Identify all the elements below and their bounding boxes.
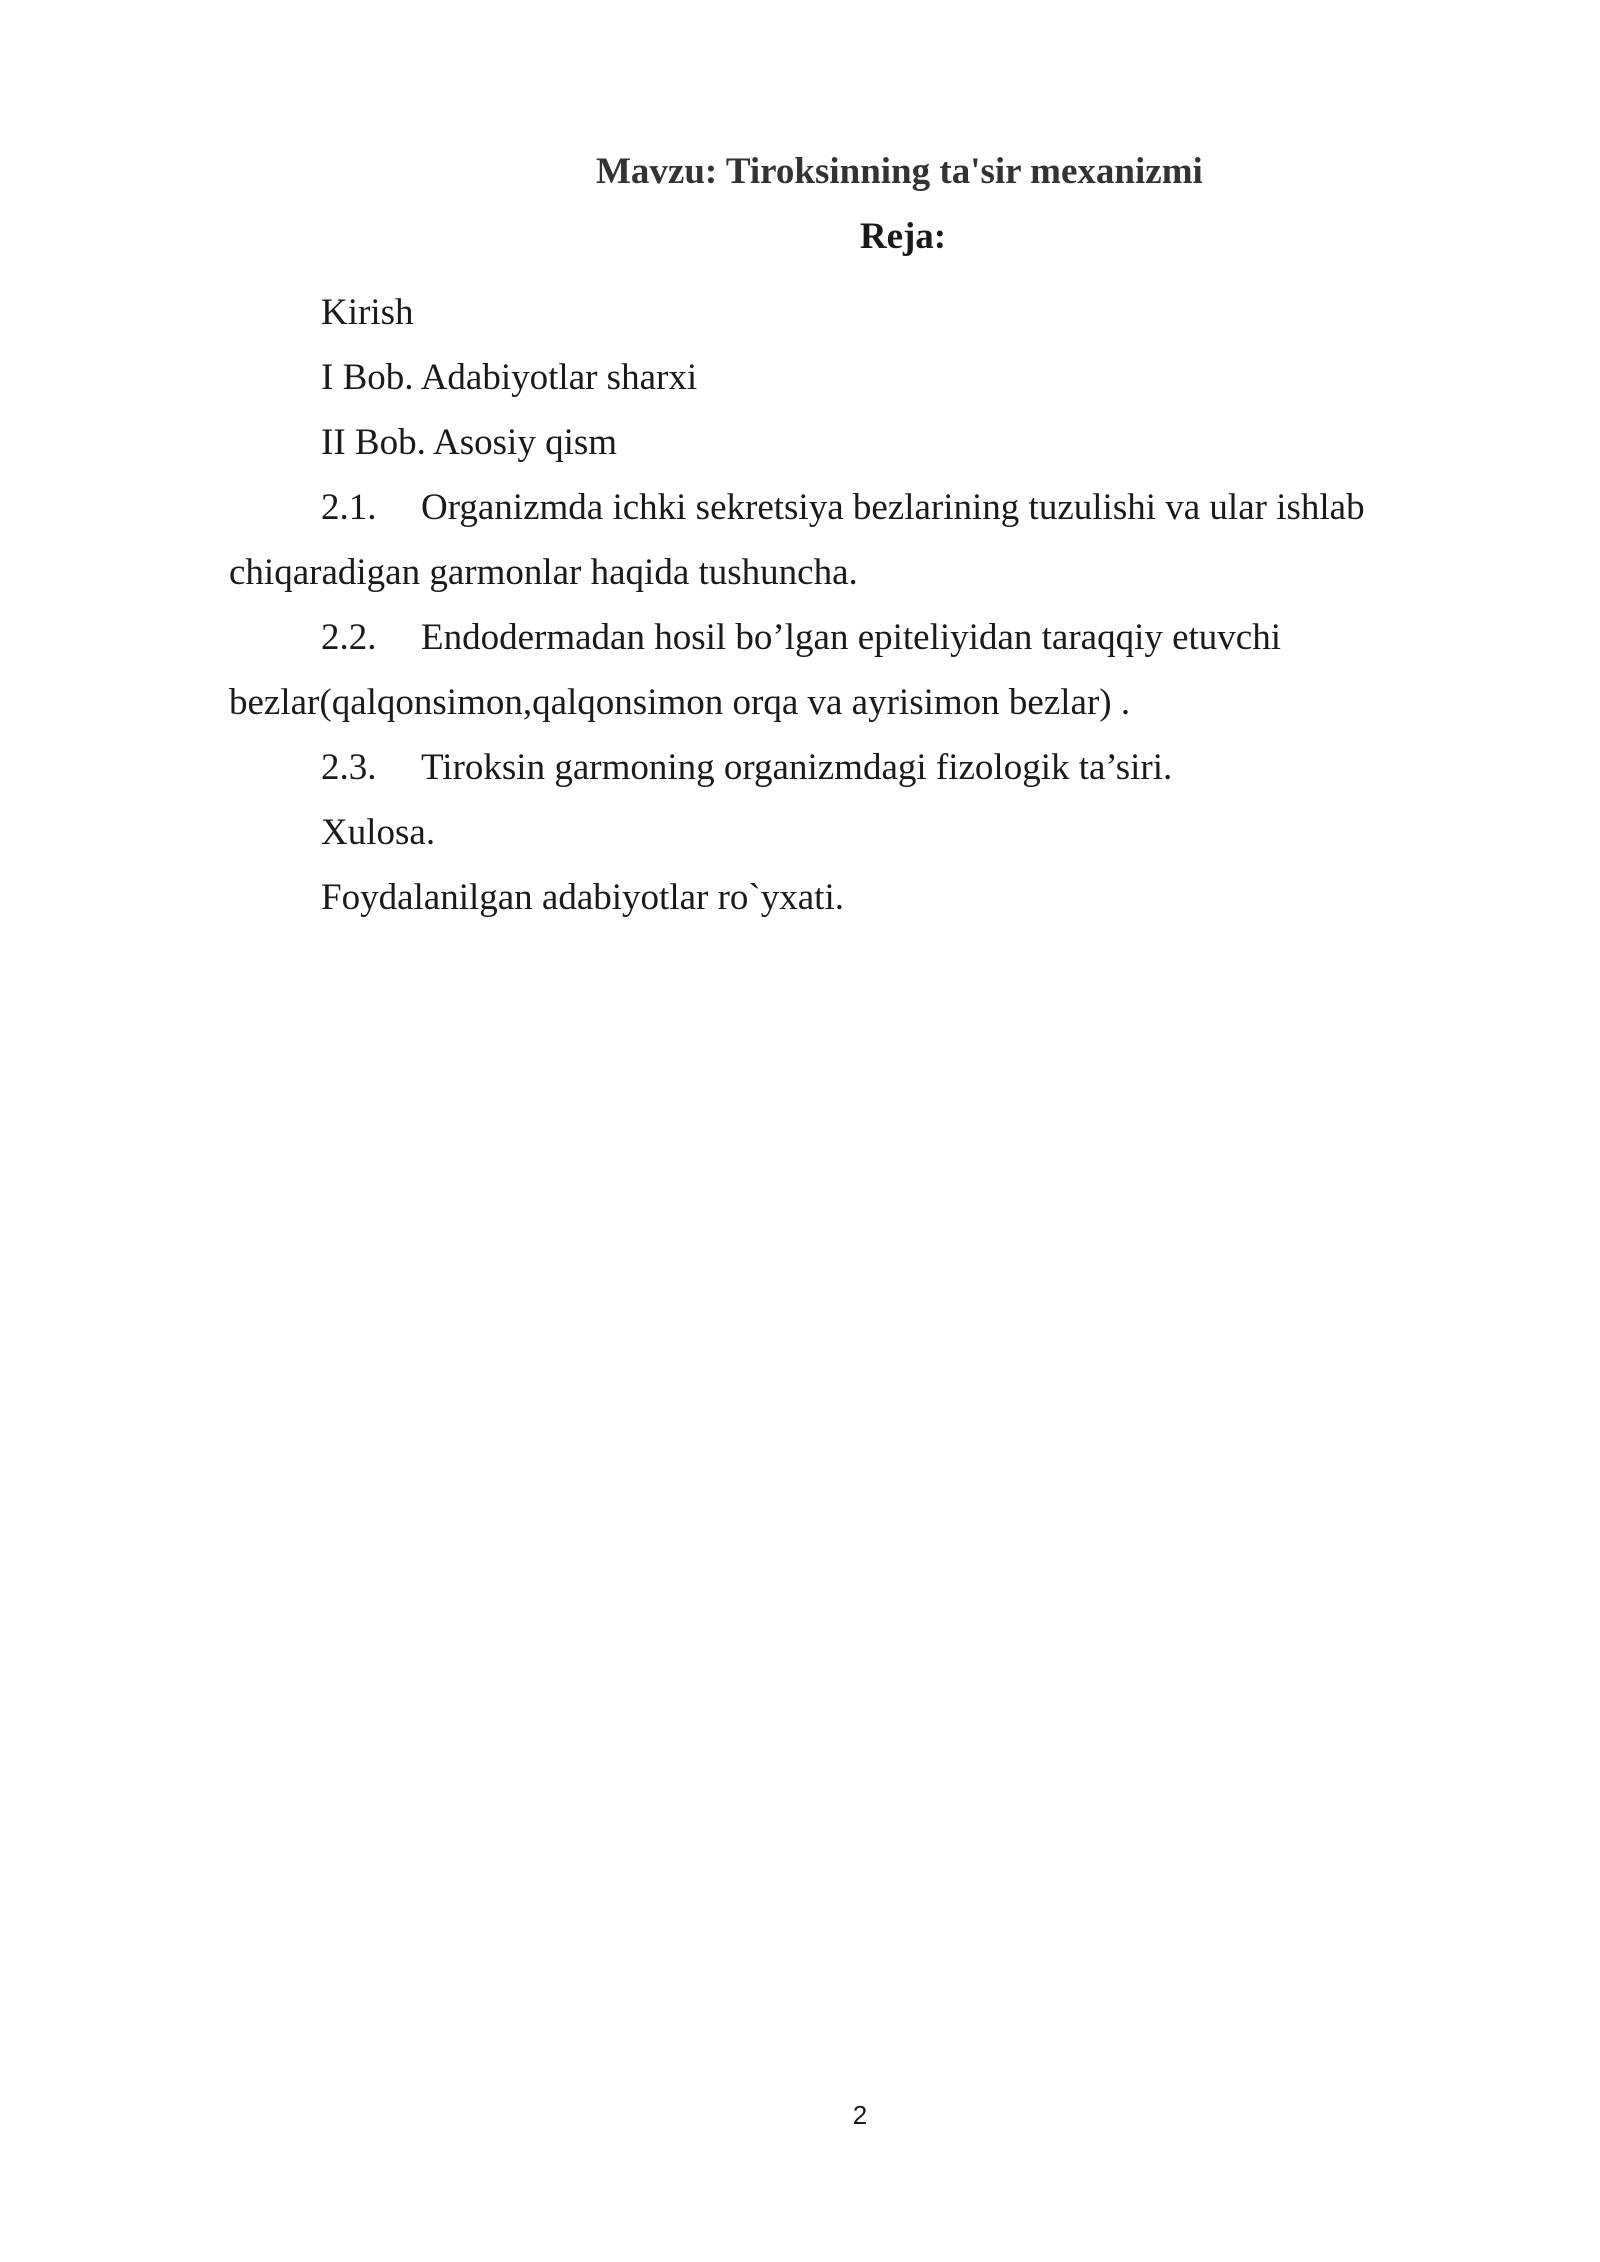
toc-item-references: Foydalanilgan adabiyotlar ro`yxati. [321, 877, 844, 918]
page-number: 2 [852, 2100, 868, 2130]
toc-item-intro: Kirish [321, 292, 414, 333]
toc-item-chapter-1: I Bob. Adabiyotlar sharxi [321, 357, 698, 398]
toc-item-section-2-2 [229, 605, 1409, 670]
section-title: Endodermadan hosil bo’lgan epiteliyidan taraqqiy etuvchi [421, 617, 1281, 658]
toc-item-section-2-1-continued: chiqaradigan garmonlar haqida tushuncha. [229, 552, 858, 593]
toc-item-chapter-2: II Bob. Asosiy qism [321, 422, 618, 463]
section-title: Tiroksin garmoning organizmdagi fizologik ta’siri. [421, 747, 1173, 788]
section-number: 2.3. [321, 747, 377, 788]
section-number: 2.1. [321, 487, 377, 528]
toc-item-section-2-2-continued: bezlar(qalqonsimon,qalqonsimon orqa va ayrisimon bezlar) . [229, 682, 1131, 723]
section-title: Organizmda ichki sekretsiya bezlarining tuzulishi va ular ishlab [421, 487, 1365, 528]
table-of-contents [229, 280, 1409, 930]
document-title: Mavzu: Tiroksinning ta'sir mexanizmi [596, 151, 1203, 192]
toc-item-section-2-1 [229, 475, 1409, 540]
section-number: 2.2. [321, 617, 377, 658]
toc-item-section-2-3 [229, 735, 1409, 800]
toc-item-conclusion: Xulosa. [321, 812, 436, 853]
plan-heading: Reja: [859, 216, 947, 257]
